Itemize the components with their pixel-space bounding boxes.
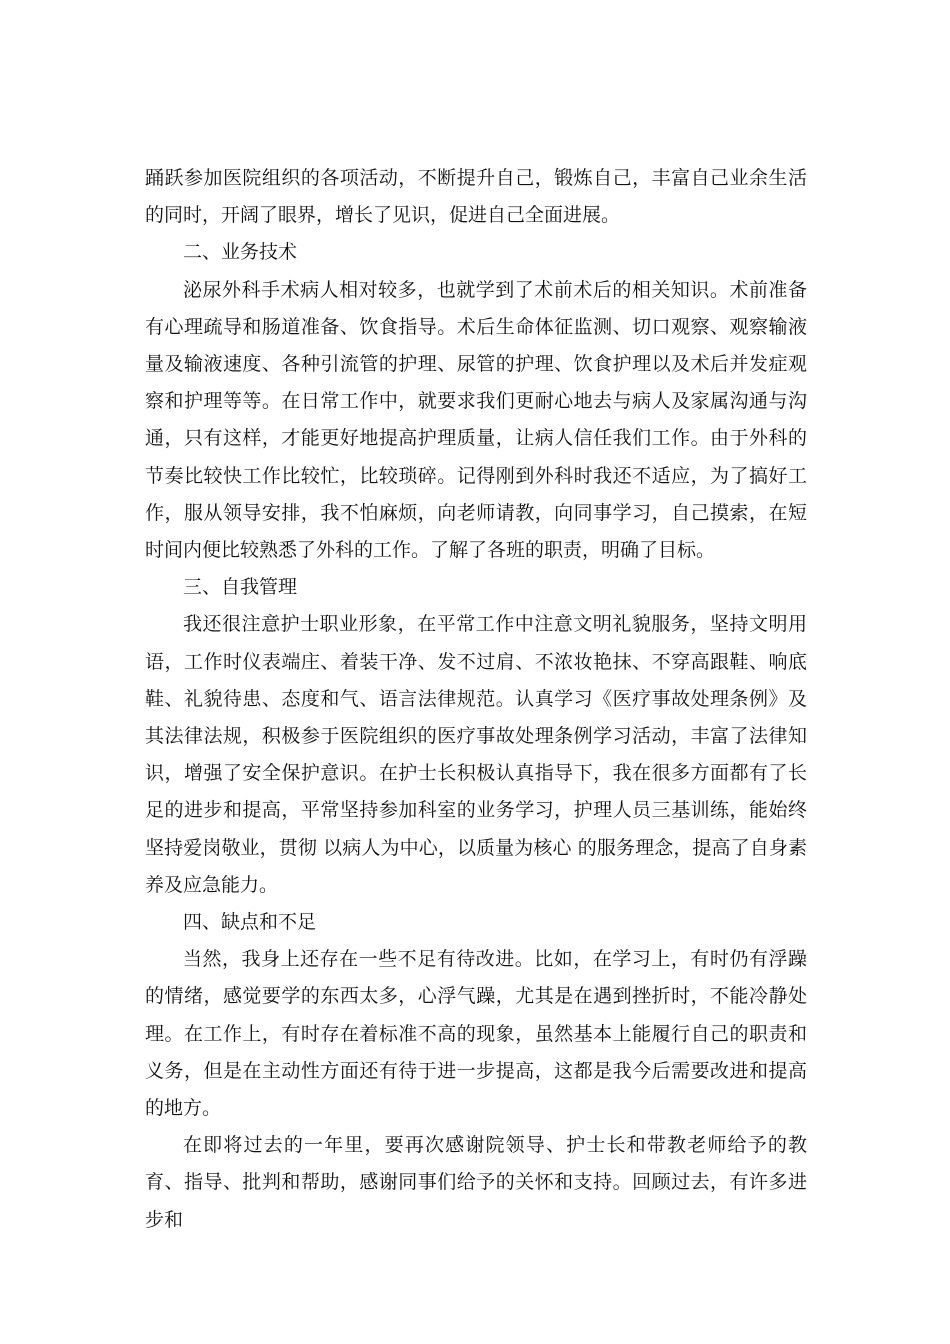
- section-heading-shortcomings: 四、缺点和不足: [183, 911, 317, 934]
- paragraph-business-skills: 泌尿外科手术病人相对较多，也就学到了术前术后的相关知识。术前准备有心理疏导和肠道准备、饮食指导。术后生命体征监测、切口观察、观察输液量及输液速度、各种引流管的护理、尿管的护理、饮食护理以及术后并发症观察和护理等等。在日常工作中，就要求我们更耐心地去与病人及家属沟通与沟通，只有这样，才能更好地提高护理质量，让病人信任我们工作。由于外科的节奏比较快工作比较忙，比较琐碎。记得刚到外科时我还不适应，为了搞好工作，服从领导安排，我不怕麻烦，向老师请教，向同事学习，自己摸索，在短时间内便比较熟悉了外科的工作。了解了各班的职责，明确了目标。: [145, 278, 807, 562]
- section-heading-business-skills: 二、业务技术: [183, 241, 298, 264]
- section-heading-self-management: 三、自我管理: [183, 576, 298, 599]
- paragraph-continuation: 踊跃参加医院组织的各项活动，不断提升自己，锻炼自己，丰富自己业余生活的同时，开阔了眼界，增长了见识，促进自己全面进展。: [145, 167, 807, 227]
- paragraph-self-management: 我还很注意护士职业形象，在平常工作中注意文明礼貌服务，坚持文明用语，工作时仪表端庄、着装干净、发不过肩、不浓妆艳抹、不穿高跟鞋、响底鞋、礼貌待患、态度和气、语言法律规范。认真学习《医疗事故处理条例》及其法律法规，积极参于医院组织的医疗事故处理条例学习活动，丰富了法律知识，增强了安全保护意识。在护士长积极认真指导下，我在很多方面都有了长足的进步和提高，平常坚持参加科室的业务学习，护理人员三基训练，能始终坚持爱岗敬业，贯彻 以病人为中心，以质量为核心 的服务理念，提高了自身素养及应急能力。: [145, 613, 807, 896]
- paragraph-closing: 在即将过去的一年里，要再次感谢院领导、护士长和带教老师给予的教育、指导、批判和帮助，感谢同事们给予的关怀和支持。回顾过去，有许多进步和: [145, 1134, 807, 1231]
- document-body: [145, 160, 807, 1239]
- paragraph-shortcomings: 当然，我身上还存在一些不足有待改进。比如，在学习上，有时仍有浮躁的情绪，感觉要学的东西太多，心浮气躁，尤其是在遇到挫折时，不能冷静处理。在工作上，有时存在着标准不高的现象，虽然基本上能履行自己的职责和义务，但是在主动性方面还有待于进一步提高，这都是我今后需要改进和提高的地方。: [145, 948, 807, 1120]
